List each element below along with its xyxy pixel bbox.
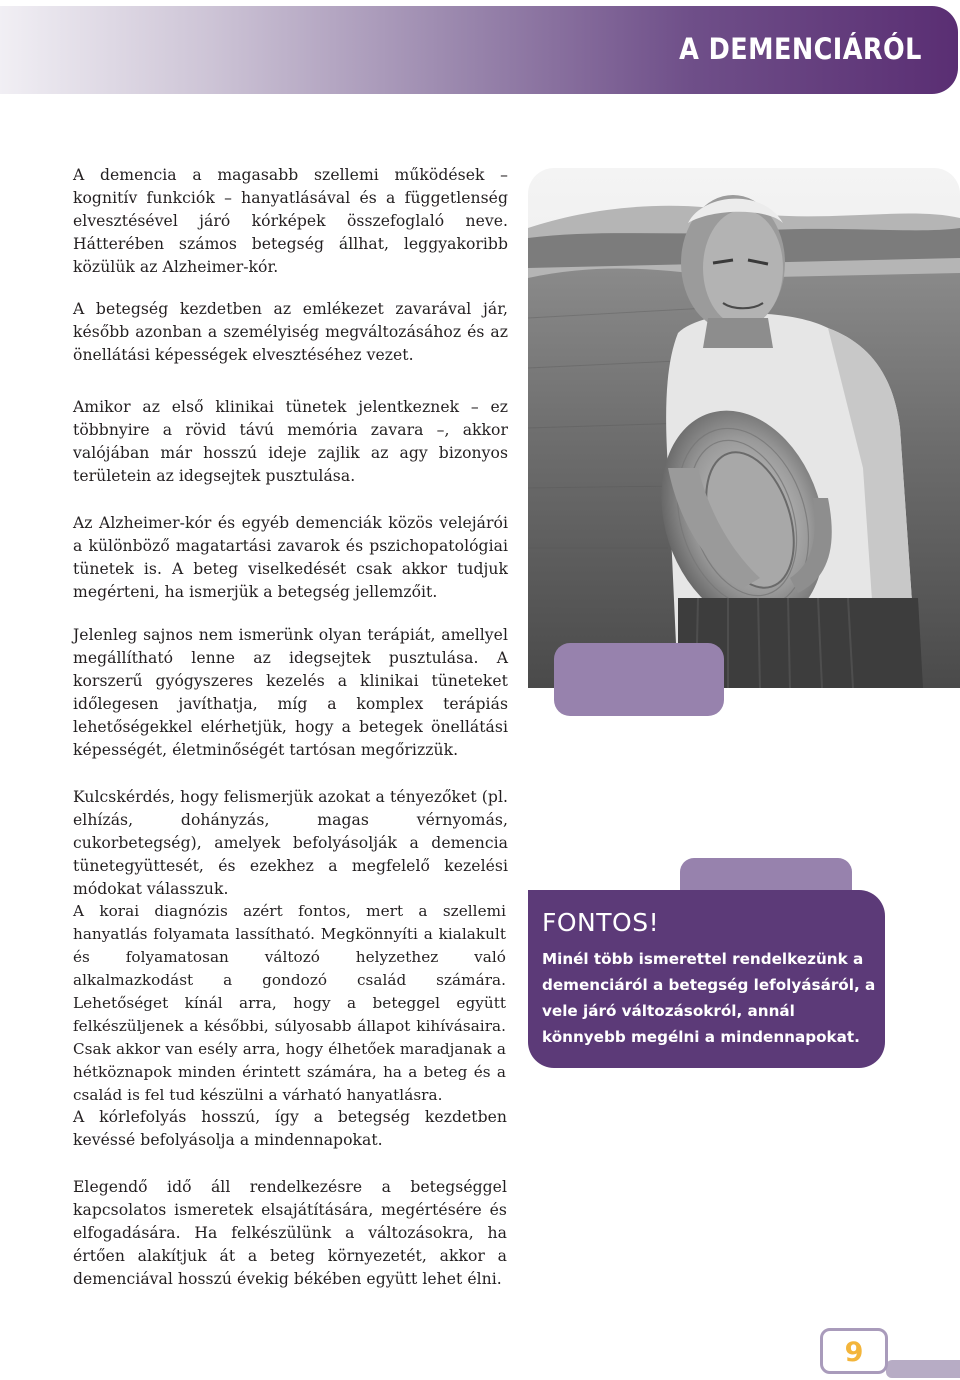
paragraph-course: A kórlefolyás hosszú, így a betegség kezdetben kevéssé befolyásolja a mindennapokat. xyxy=(73,1108,507,1149)
callout-text: Minél több ismerettel rendelkezünk a demenciáról a betegség lefolyásáról, a vele járó változásokról, annál könnyebb megélni a mindennapokat. xyxy=(542,950,876,1046)
paragraph-intro: A demencia a magasabb szellemi működések – kognitív funkciók – hanyatlásával és a függetlenség elvesztésével járó kórképek összefoglaló neve. Hátterében számos betegség állhat, leggyakoribb közülük az Alzheimer-kór. xyxy=(73,166,508,276)
paragraph-time: Elegendő idő áll rendelkezésre a betegséggel kapcsolatos ismeretek elsajátítására, megértésére és elfogadására. Ha felkészülünk a változásokra, ha értően alakítjuk át a beteg környezetét, akkor a demenciával hosszú évekig békében együtt lehet élni. xyxy=(73,1178,507,1288)
photo-illustration xyxy=(528,168,960,688)
page-number-box xyxy=(820,1328,888,1374)
paragraph-behaviour: Az Alzheimer-kór és egyéb demenciák közös velejárói a különböző magatartási zavarok és pszichopatológiai tünetek is. A beteg viselkedését csak akkor tudjuk megérteni, ha ismerjük a betegség jellemzőit. xyxy=(73,514,508,601)
elderly-man-photo xyxy=(528,168,960,688)
paragraph-progression: A betegség kezdetben az emlékezet zavarával jár, később azonban a személyiség megváltozásához és az önellátási képességek elvesztéséhez vezet. xyxy=(73,300,508,364)
callout-title: FONTOS! xyxy=(542,908,660,937)
paragraph-key-question: Kulcskérdés, hogy felismerjük azokat a tényezőket (pl. elhízás, dohányzás, magas vérnyomás, cukorbetegség), amelyek befolyásolják a demencia tünetegyüttesét, és ezekhez a megfelelő kezelési módokat válasszuk. xyxy=(73,788,508,898)
page-title: A DEMENCIÁRÓL xyxy=(679,32,922,66)
page-number: 9 xyxy=(844,1337,864,1368)
callout-box xyxy=(528,890,885,1068)
paragraph-early-diagnosis: A korai diagnózis azért fontos, mert a szellemi hanyatlás folyamata lassítható. Megkönnyíti a kialakult és folyamatosan változó helyzethez való alkalmazkodást a gondozó család számára. Lehetőséget kínál arra, hogy a beteggel együtt felkészüljenek a későbbi, súlyosabb állapot kihívásaira. Csak akkor van esély arra, hogy élhetőek maradjanak a hétköznapok minden érintett számára, ha a beteg és a család is fel tud készülni a várható hanyatlásra. xyxy=(73,902,506,1104)
photo-accent-tab xyxy=(554,643,724,716)
paragraph-first-symptoms: Amikor az első klinikai tünetek jelentkeznek – ez többnyire a rövid távú memória zavara –, akkor valójában már hosszú ideje zajlik az agy bizonyos területein az idegsejtek pusztulása. xyxy=(73,398,508,485)
page-number-bar xyxy=(886,1360,960,1378)
paragraph-therapy: Jelenleg sajnos nem ismerünk olyan terápiát, amellyel megállítható lenne az idegsejtek pusztulása. A korszerű gyógyszeres kezelés a klinikai tüneteket időlegesen javíthatja, míg a komplex terápiás lehetőségekkel elérhetjük, hogy a betegek önellátási képességét, életminőségét tartósan megőrizzük. xyxy=(73,626,508,759)
header-banner xyxy=(0,6,958,94)
